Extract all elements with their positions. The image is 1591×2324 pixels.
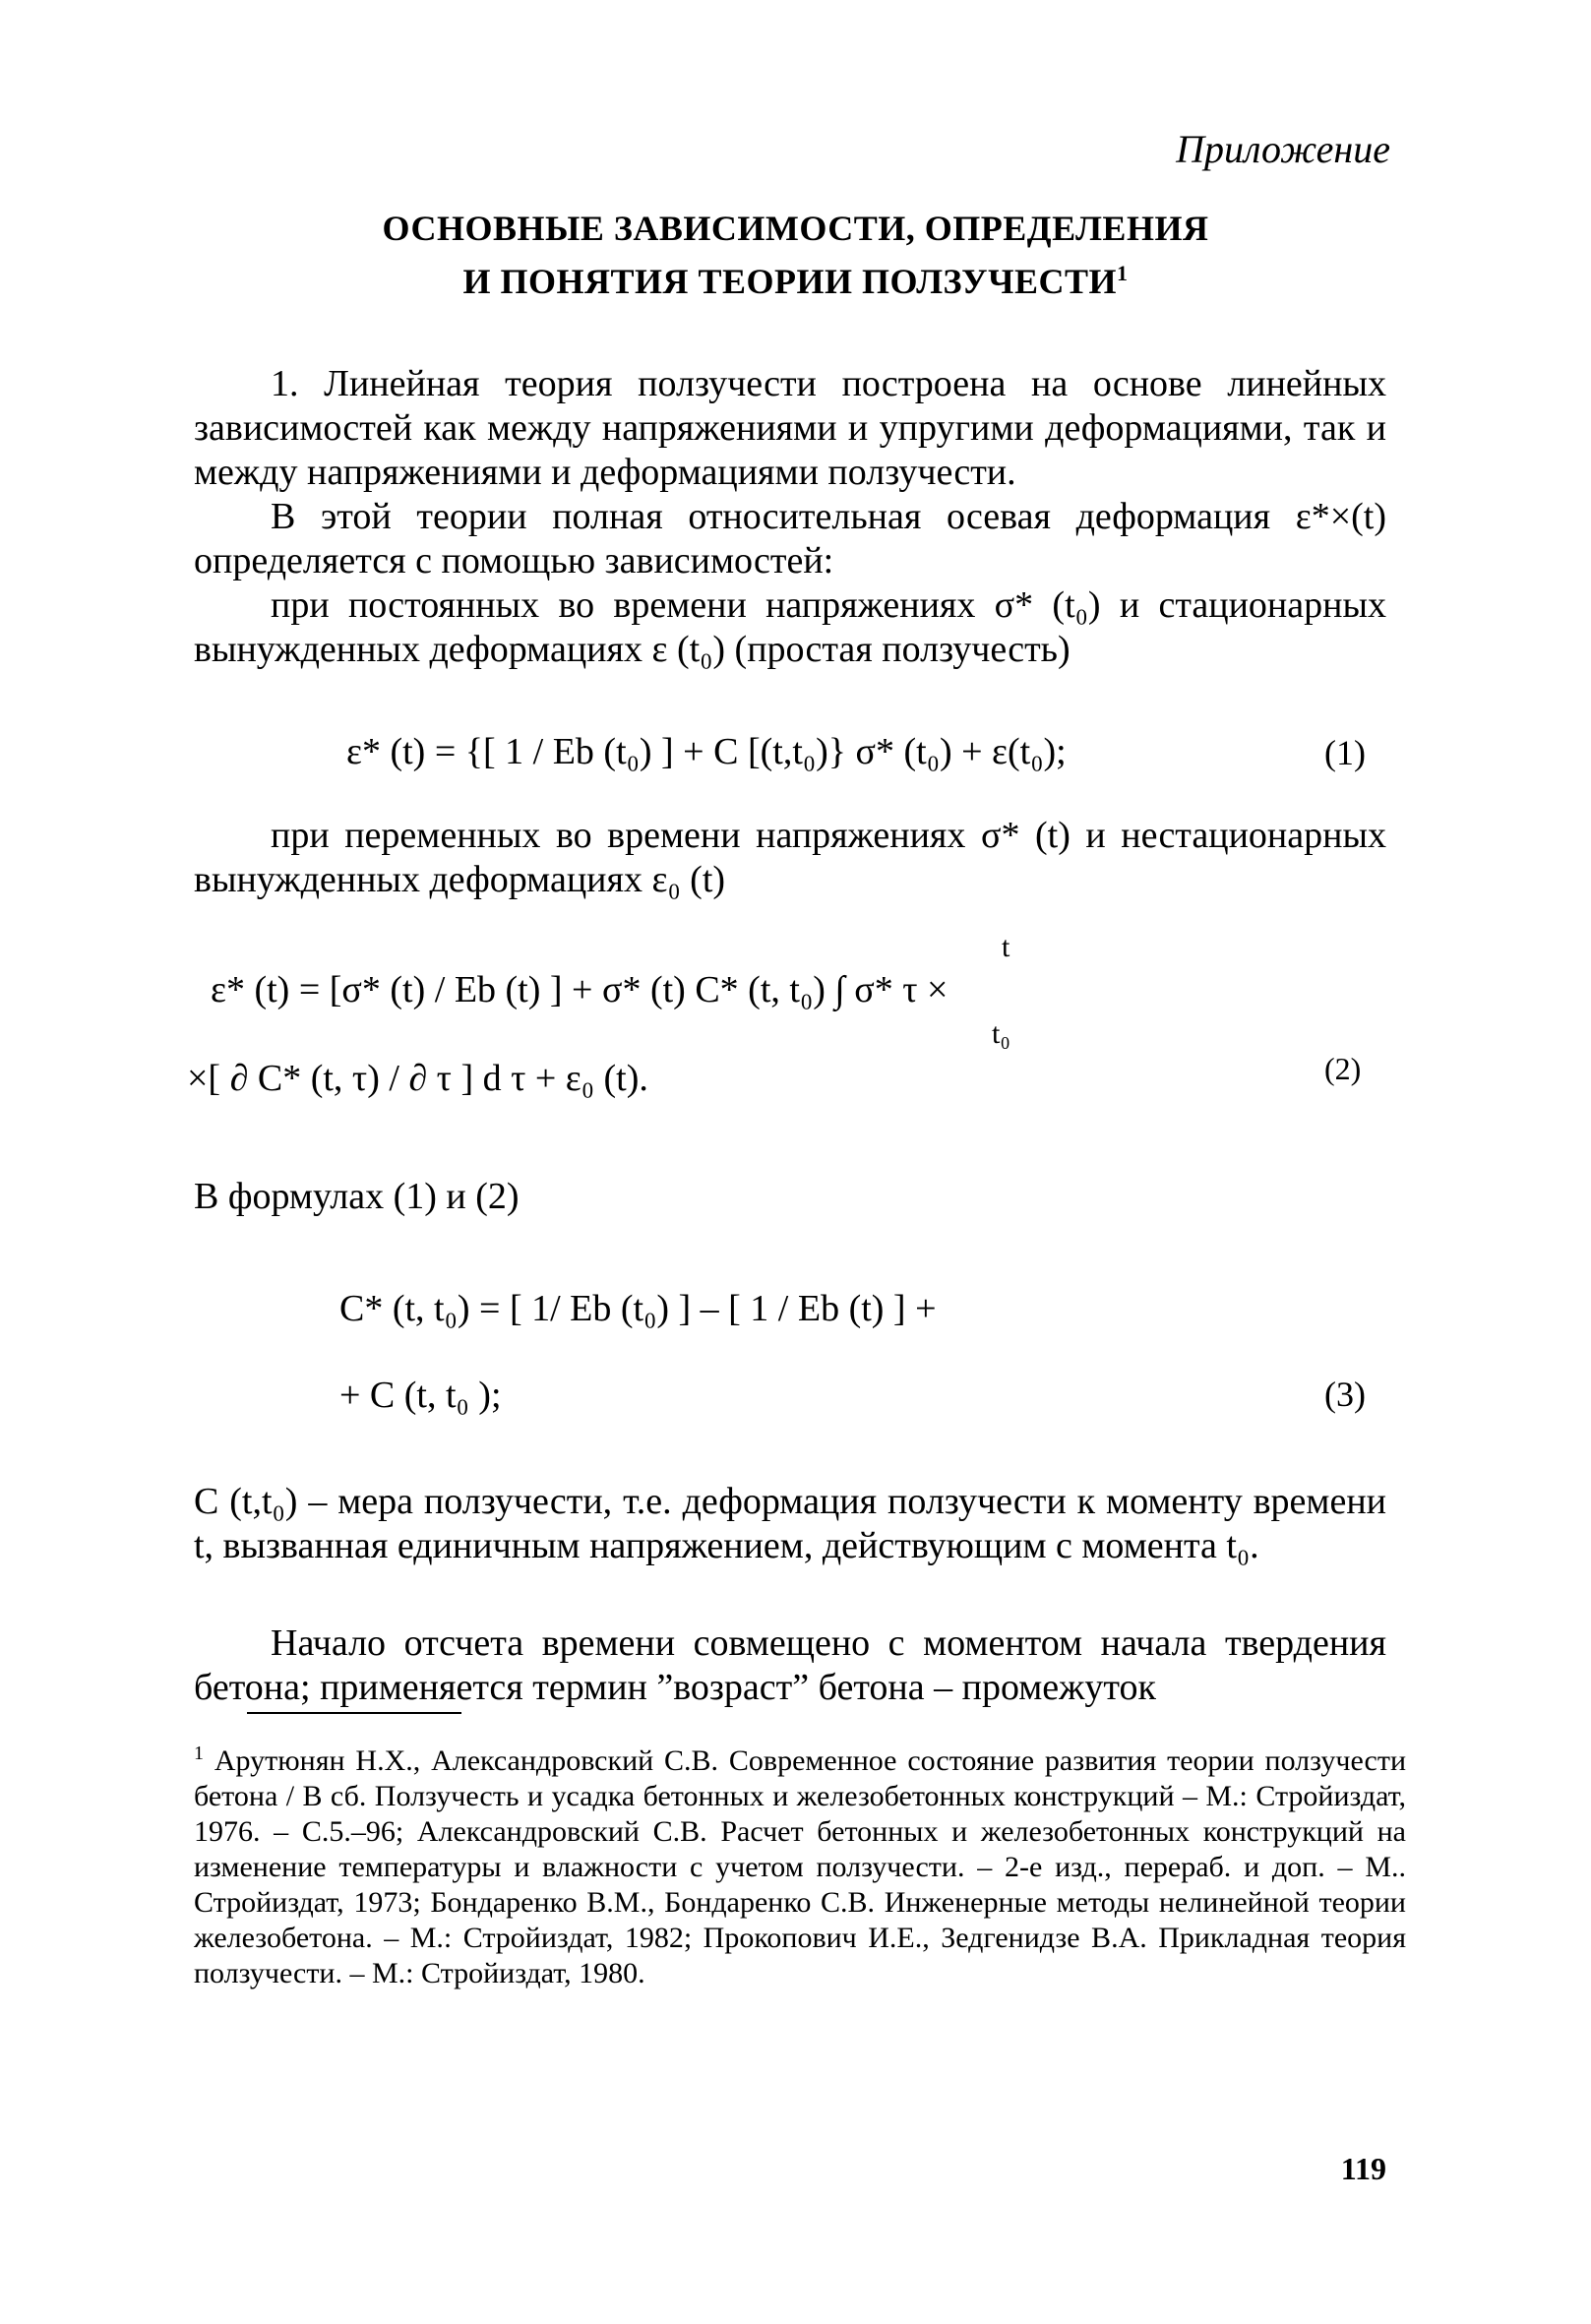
page-title-line-1: ОСНОВНЫЕ ЗАВИСИМОСТИ, ОПРЕДЕЛЕНИЯ [382,209,1209,248]
formula-1: ε* (t) = {[ 1 / Eb (t₀) ] + C [(t,t₀)} σ* (t₀) + ε(t₀); [346,731,1067,772]
formula-3-line-1: C* (t, t₀) = [ 1/ Eb (t₀) ] – [ 1 / Eb (t) ] + [339,1288,937,1329]
paragraph-1: 1. Линейная теория ползучести построена на основе линейных зависимостей как между напряжениями и упругими деформациями, так и между напряжениями и деформациями ползучести. [194,363,1386,493]
paragraph-2: В этой теории полная относительная осевая деформация ε*×(t) определяется с помощью зависимостей: [194,496,1386,581]
paragraph-5: В формулах (1) и (2) [194,1176,520,1217]
footnote [194,1736,1406,1991]
integral-upper-limit: t [1002,931,1010,963]
paragraph-4: при переменных во времени напряжениях σ* (t) и нестационарных вынужденных деформациях ε₀ (t) [194,815,1386,900]
title-footnote-mark: 1 [1117,261,1129,285]
integral-lower-limit: t₀ [992,1017,1010,1050]
formula-3-line-2: + C (t, t₀ ); [339,1375,502,1416]
section-header: Приложение [1176,127,1390,171]
formula-1-number: (1) [1324,733,1366,772]
footnote-text: Арутюнян Н.Х., Александровский С.В. Современное состояние развития теории ползучести бетона / В сб. Ползучесть и усадка бетонных и железобетонных конструкций – М.: Стройиздат, 1976. – С.5.–96; Александровский С.В. Расчет бетонных и железобетонных конструкций на изменение температуры и влажности с учетом ползучести. – 2-е изд., перераб. и доп. – М.. Стройиздат, 1973; Бондаренко В.М., Бондаренко С.В. Инженерные методы нелинейной теории железобетона. – М.: Стройиздат, 1982; Прокопович И.Е., Зедгенидзе В.А. Прикладная теория ползучести. – М.: Стройиздат, 1980. [194,1744,1407,1989]
footnote-mark: 1 [194,1743,204,1764]
page-title-text: И ПОНЯТИЯ ТЕОРИИ ПОЛЗУЧЕСТИ [462,262,1118,301]
page-number: 119 [1340,2151,1386,2186]
formula-3-number: (3) [1324,1375,1366,1414]
paragraph-3: при постоянных во времени напряжениях σ* (t₀) и стационарных вынужденных деформациях ε (t₀) (простая ползучесть) [194,584,1386,670]
footnote-separator [247,1712,461,1714]
paragraph-7: Начало отсчета времени совмещено с моментом начала твердения бетона; применяется термин ”возраст” бетона – промежуток [194,1622,1386,1708]
paragraph-6: C (t,t₀) – мера ползучести, т.е. деформация ползучести к моменту времени t, вызванная единичным напряжением, действующим с момента t₀. [194,1481,1386,1566]
page-title-line-2 [0,252,1591,303]
formula-2-line-2: ×[ ∂ C* (t, τ) / ∂ τ ] d τ + ε₀ (t). [187,1058,648,1099]
formula-2-line-1: ε* (t) = [σ* (t) / Eb (t) ] + σ* (t) C* (t, t₀) ∫ σ* τ × [211,969,948,1010]
formula-2-number: (2) [1324,1051,1362,1086]
